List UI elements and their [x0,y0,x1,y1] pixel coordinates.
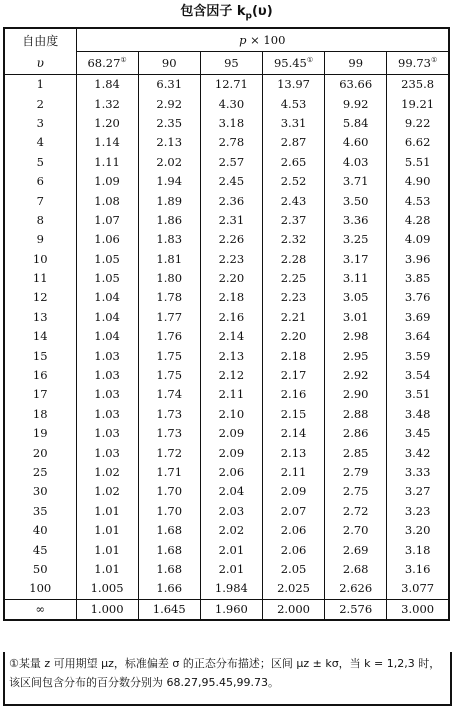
level-header [325,52,387,75]
factor-cell: 2.72 [325,502,387,521]
dof-cell: 30 [4,482,76,501]
factor-cell: 1.77 [138,308,200,327]
factor-cell: 1.04 [76,327,138,346]
factor-cell: 3.33 [404,465,431,479]
table-row [4,75,449,95]
dof-cell: 11 [4,269,76,288]
factor-cell: 1.78 [138,288,200,307]
factor-cell: 1.03 [76,366,138,385]
factor-cell: 1.75 [138,346,200,365]
factor-cell: 1.70 [138,502,200,521]
table-row [4,230,449,249]
factor-cell: 2.01 [200,540,262,559]
table-row [4,250,449,269]
factor-cell: 2.20 [262,327,324,346]
factor-cell: 2.18 [200,288,262,307]
dof-cell: 8 [4,211,76,230]
factor-cell: 2.68 [325,560,387,579]
factor-cell: 1.02 [76,482,138,501]
table-row [4,211,449,230]
factor-cell: 3.05 [325,288,387,307]
factor-cell: 2.06 [200,463,262,482]
factor-cell: 2.06 [262,521,324,540]
factor-cell: 2.86 [325,424,387,443]
factor-cell: 3.36 [325,211,387,230]
factor-cell: 5.51 [404,154,431,169]
factor-cell: 2.09 [200,443,262,462]
footnote-mark: ① [306,56,314,65]
footnote-mark: ① [120,56,127,65]
factor-cell: 9.22 [404,115,431,130]
header-row-1 [4,28,449,52]
level-value: 99 [348,56,364,70]
level-header [76,52,138,75]
factor-cell: 1.04 [76,308,138,327]
factor-cell: 3.45 [404,426,431,441]
factor-cell: 4.53 [262,94,324,113]
factor-cell: 4.28 [404,212,431,227]
factor-cell: 2.05 [262,560,324,579]
dof-cell: 5 [4,153,76,172]
factor-cell: 1.03 [76,424,138,443]
factor-cell: 3.51 [404,387,431,402]
factor-cell: 5.84 [325,114,387,133]
factor-cell: 1.84 [76,75,138,95]
table-row [4,482,449,501]
factor-cell: 2.02 [200,521,262,540]
factor-cell: 3.17 [325,250,387,269]
dof-cell: 4 [4,133,76,152]
factor-cell: 2.57 [200,153,262,172]
level-value: 95 [224,56,239,70]
title-subscript: p [245,11,252,22]
factor-cell: 2.37 [262,211,324,230]
factor-cell: 2.26 [200,230,262,249]
factor-cell: 1.08 [76,191,138,210]
factor-cell: 4.90 [404,174,431,189]
factor-cell: 2.16 [262,385,324,404]
factor-cell: 1.03 [76,405,138,424]
factor-cell: 2.01 [200,560,262,579]
factor-cell: 1.73 [138,424,200,443]
probability-header [76,28,449,52]
coverage-factor-table [3,27,450,621]
factor-cell: 3.71 [325,172,387,191]
table-row [4,540,449,559]
table-title [0,4,453,25]
factor-cell: 2.11 [200,385,262,404]
factor-cell: 2.025 [262,579,324,599]
factor-cell: 4.30 [200,94,262,113]
table-row [4,521,449,540]
factor-cell: 1.645 [138,599,200,620]
factor-cell: 1.03 [76,385,138,404]
dof-cell: 9 [4,230,76,249]
factor-cell: 1.73 [138,405,200,424]
table-row [4,308,449,327]
level-value: 68.27 [87,56,121,70]
factor-cell: 2.06 [262,540,324,559]
footnote-line-1: ①某量 z 可用期望 μz，标准偏差 σ 的正态分布描述；区间 μz ± kσ，当 k = 1,2,3 时， [9,657,441,670]
level-header [200,52,262,75]
table-row [4,560,449,579]
dof-cell: 2 [4,94,76,113]
dof-cell: 13 [4,308,76,327]
factor-cell: 1.01 [76,521,138,540]
factor-cell: 2.87 [262,133,324,152]
factor-cell: 3.42 [404,445,431,460]
dof-cell: 50 [4,560,76,579]
factor-cell: 6.62 [404,135,431,150]
factor-cell: 19.21 [401,96,435,111]
factor-cell: 2.95 [325,346,387,365]
dof-cell: 17 [4,385,76,404]
footnote [3,652,452,706]
table-row [4,172,449,191]
factor-cell: 1.75 [138,366,200,385]
p-multiplier: × 100 [246,33,286,47]
factor-cell: 4.09 [404,232,431,247]
factor-cell: 1.984 [200,579,262,599]
level-value: 99.73 [398,56,431,70]
table-row [4,599,449,620]
factor-cell: 4.60 [325,133,387,152]
table-row [4,94,449,113]
dof-cell: 14 [4,327,76,346]
factor-cell: 2.31 [200,211,262,230]
factor-cell: 3.64 [404,329,431,344]
table-row [4,385,449,404]
factor-cell: 2.12 [200,366,262,385]
factor-cell: 1.01 [76,560,138,579]
factor-cell: 2.14 [262,424,324,443]
table-row [4,114,449,133]
factor-cell: 13.97 [262,75,324,95]
table-row [4,327,449,346]
factor-cell: 2.98 [325,327,387,346]
factor-cell: 1.11 [76,153,138,172]
factor-cell: 1.68 [138,521,200,540]
factor-cell: 1.94 [138,172,200,191]
factor-cell: 1.09 [76,172,138,191]
factor-cell: 2.43 [262,191,324,210]
factor-cell: 2.69 [325,540,387,559]
factor-cell: 1.960 [200,599,262,620]
level-header [138,52,200,75]
factor-cell: 3.20 [404,523,431,538]
factor-cell: 3.16 [404,561,431,576]
factor-cell: 1.03 [76,443,138,462]
dof-cell: 15 [4,346,76,365]
level-header [262,52,324,75]
factor-cell: 1.72 [138,443,200,462]
factor-cell: 2.14 [200,327,262,346]
factor-cell: 12.71 [200,75,262,95]
factor-cell: 3.18 [200,114,262,133]
factor-cell: 2.65 [262,153,324,172]
dof-cell: 35 [4,502,76,521]
footnote-line-2: 该区间包含分布的百分数分别为 68.27,95.45,99.73。 [9,676,279,689]
factor-cell: 1.86 [138,211,200,230]
dof-cell: ∞ [4,599,76,620]
factor-cell: 4.03 [325,153,387,172]
factor-cell: 2.04 [200,482,262,501]
factor-cell: 1.89 [138,191,200,210]
factor-cell: 2.25 [262,269,324,288]
factor-cell: 2.13 [200,346,262,365]
factor-cell: 1.04 [76,288,138,307]
factor-cell: 1.02 [76,463,138,482]
dof-cell: 18 [4,405,76,424]
factor-cell: 2.35 [138,114,200,133]
dof-cell: 10 [4,250,76,269]
factor-cell: 1.005 [76,579,138,599]
p-variable: p [239,33,247,47]
dof-cell: 16 [4,366,76,385]
factor-cell: 2.23 [262,288,324,307]
dof-symbol: υ [36,55,44,70]
factor-cell: 3.54 [404,368,431,383]
factor-cell: 2.10 [200,405,262,424]
factor-cell: 2.15 [262,405,324,424]
factor-cell: 1.32 [76,94,138,113]
factor-cell: 2.000 [262,599,324,620]
factor-cell: 2.21 [262,308,324,327]
dof-cell: 25 [4,463,76,482]
factor-cell: 2.576 [325,599,387,620]
level-value: 90 [161,56,177,70]
factor-cell: 1.68 [138,560,200,579]
factor-cell: 2.11 [262,463,324,482]
level-header [387,52,449,75]
factor-cell: 1.66 [138,579,200,599]
factor-cell: 3.000 [387,599,449,620]
factor-cell: 2.52 [262,172,324,191]
table-body [4,75,449,620]
factor-cell: 2.85 [325,443,387,462]
factor-cell: 1.03 [76,346,138,365]
table-row [4,502,449,521]
table-row [4,346,449,365]
factor-cell: 235.8 [401,77,435,92]
table-row [4,405,449,424]
factor-cell: 2.07 [262,502,324,521]
factor-cell: 1.20 [76,114,138,133]
factor-cell: 2.626 [325,579,387,599]
factor-cell: 3.11 [325,269,387,288]
table-row [4,463,449,482]
table-row [4,133,449,152]
factor-cell: 3.18 [404,542,431,557]
factor-cell: 2.36 [200,191,262,210]
factor-cell: 1.05 [76,269,138,288]
factor-cell: 2.92 [138,94,200,113]
factor-cell: 2.03 [200,502,262,521]
dof-cell: 3 [4,114,76,133]
factor-cell: 1.81 [138,250,200,269]
factor-cell: 1.76 [138,327,200,346]
factor-cell: 1.01 [76,502,138,521]
factor-cell: 3.59 [404,348,431,363]
factor-cell: 3.69 [404,309,431,324]
table-row [4,366,449,385]
table-row [4,269,449,288]
factor-cell: 4.53 [404,193,431,208]
factor-cell: 2.16 [200,308,262,327]
dof-cell: 100 [4,579,76,599]
factor-cell: 1.000 [76,599,138,620]
factor-cell: 1.80 [138,269,200,288]
dof-header [4,28,76,75]
factor-cell: 1.68 [138,540,200,559]
factor-cell: 2.32 [262,230,324,249]
factor-cell: 2.78 [200,133,262,152]
dof-cell: 7 [4,191,76,210]
factor-cell: 2.13 [138,133,200,152]
factor-cell: 2.75 [325,482,387,501]
factor-cell: 2.09 [262,482,324,501]
factor-cell: 3.23 [404,503,431,518]
factor-cell: 3.85 [404,271,431,286]
table-row [4,191,449,210]
factor-cell: 3.96 [404,251,431,266]
dof-cell: 6 [4,172,76,191]
factor-cell: 2.17 [262,366,324,385]
factor-cell: 2.09 [200,424,262,443]
factor-cell: 1.74 [138,385,200,404]
factor-cell: 3.50 [325,191,387,210]
factor-cell: 2.70 [325,521,387,540]
table-row [4,153,449,172]
factor-cell: 3.31 [262,114,324,133]
factor-cell: 1.83 [138,230,200,249]
factor-cell: 3.077 [401,581,435,596]
factor-cell: 2.45 [200,172,262,191]
factor-cell: 2.92 [325,366,387,385]
factor-cell: 1.05 [76,250,138,269]
level-value: 95.45 [273,56,307,70]
factor-cell: 2.90 [325,385,387,404]
footnote-mark: ① [430,56,438,65]
factor-cell: 3.25 [325,230,387,249]
factor-cell: 63.66 [325,75,387,95]
table-row [4,288,449,307]
factor-cell: 1.71 [138,463,200,482]
factor-cell: 6.31 [138,75,200,95]
dof-cell: 19 [4,424,76,443]
table-row [4,443,449,462]
dof-cell: 45 [4,540,76,559]
factor-cell: 1.14 [76,133,138,152]
factor-cell: 2.02 [138,153,200,172]
dof-cell: 40 [4,521,76,540]
dof-cell: 20 [4,443,76,462]
factor-cell: 2.79 [325,463,387,482]
title-suffix: (υ) [251,4,273,19]
factor-cell: 3.27 [404,484,431,499]
factor-cell: 2.18 [262,346,324,365]
table-row [4,579,449,599]
factor-cell: 2.13 [262,443,324,462]
factor-cell: 1.01 [76,540,138,559]
factor-cell: 3.01 [325,308,387,327]
dof-label: 自由度 [22,33,59,48]
factor-cell: 1.07 [76,211,138,230]
factor-cell: 1.06 [76,230,138,249]
factor-cell: 2.23 [200,250,262,269]
factor-cell: 2.28 [262,250,324,269]
factor-cell: 2.20 [200,269,262,288]
factor-cell: 9.92 [325,94,387,113]
factor-cell: 3.76 [404,290,431,305]
dof-cell: 12 [4,288,76,307]
table-row [4,424,449,443]
dof-cell: 1 [4,75,76,95]
factor-cell: 3.48 [404,406,431,421]
title-text: 包含因子 k [180,4,246,19]
factor-cell: 2.88 [325,405,387,424]
factor-cell: 1.70 [138,482,200,501]
